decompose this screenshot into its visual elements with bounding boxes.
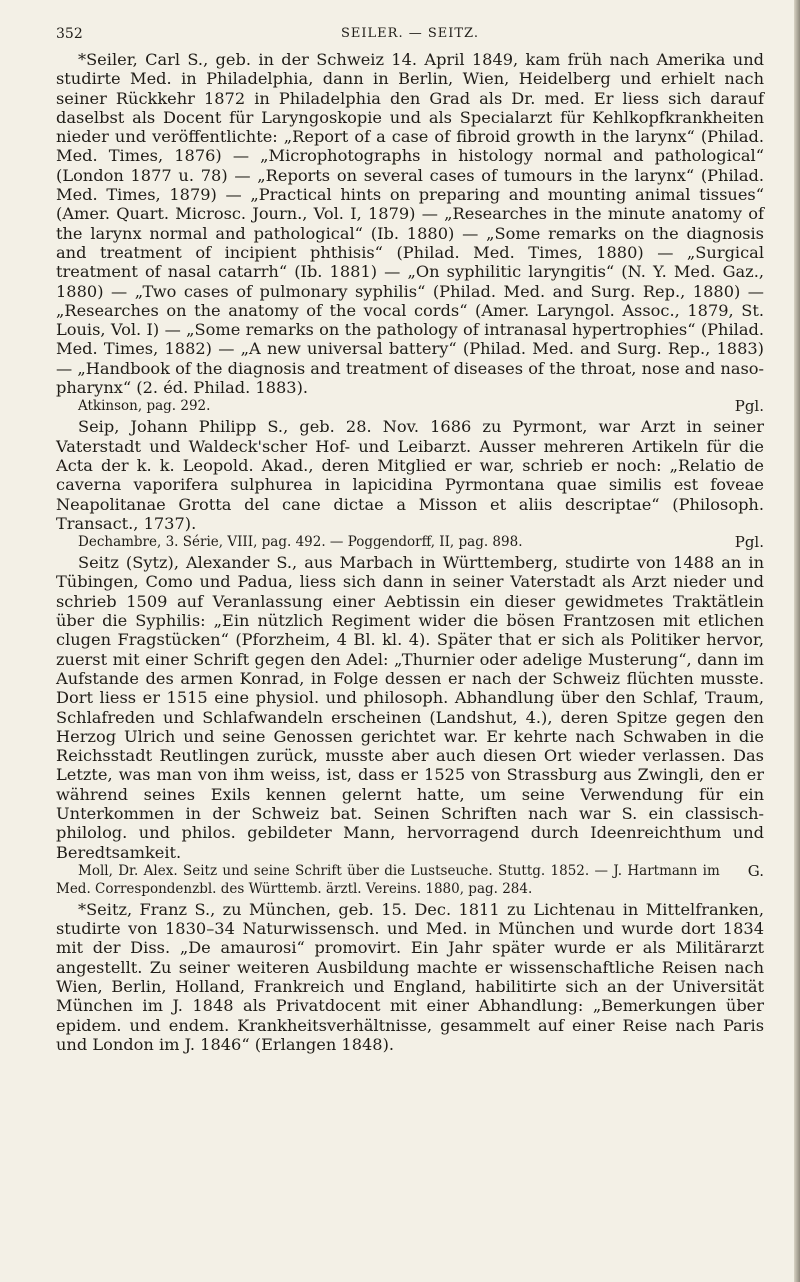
entry-body: Seip, Johann Philipp S., geb. 28. Nov. 1686 zu Pyrmont, war Arzt in seiner Vaterstadt und Waldeck'scher Hof- und Leibarzt. Ausser mehreren Artikeln für die Acta der k. k. Leopold. Akad., deren Mitglied er war, schrieb er noch: „Relatio de caverna vaporifera sulphurea in lapicidina Pyrmontana quae similis est foveae Neapolitanae Grotta del cane dictae a Misson et aliis descriptae“ (Philosoph. Transact., 1737). (56, 417, 764, 533)
article-text (56, 50, 764, 1054)
entry-source (56, 397, 764, 415)
entry-seitz-alexander (56, 553, 764, 898)
page-header (56, 24, 764, 48)
author-initial: G. (747, 861, 764, 880)
entry-source (56, 533, 764, 551)
entry-body: Seitz (Sytz), Alexander S., aus Marbach in Württemberg, studirte von 1488 an in Tübingen, Como und Padua, liess sich dann in seiner Vaterstadt als Arzt nieder und schrieb 1509 auf Veranlassung einer Aebtissin ein dieser gewidmetes Traktätlein über die Syphilis: „Ein nützlich Regiment wider die bösen Frantzosen mit etlichen clugen Fragstücken“ (Pforzheim, 4 Bl. kl. 4). Später that er sich als Politiker hervor, zuerst mit einer Schrift gegen den Adel: „Thurnier oder adelige Musterung“, dann im Aufstande des armen Konrad, in Folge dessen er nach der Schweiz flüchten musste. Dort liess er 1515 eine physiol. und philosoph. Abhandlung über den Schlaf, Traum, Schlafreden und Schlafwandeln erscheinen (Landshut, 4.), deren Spitze gegen den Herzog Ulrich und seine Genossen gerichtet war. Er kehrte nach Schwaben in die Reichsstadt Reutlingen zurück, musste aber auch diesen Ort wieder verlassen. Das Letzte, was man von ihm weiss, ist, dass er 1525 von Strassburg aus Zwingli, den er während seines Exils kennen gelernt hatte, um seine Verwendung für ein Unterkommen in der Schweiz bat. Seinen Schriften nach war S. ein classisch-philolog. und philos. gebildeter Mann, hervorragend durch Ideenreichthum und Beredtsamkeit. (56, 553, 764, 862)
entry-body: *Seiler, Carl S., geb. in der Schweiz 14. April 1849, kam früh nach Amerika und studirte Med. in Philadelphia, dann in Berlin, Wien, Heidelberg und erhielt nach seiner Rückkehr 1872 in Philadelphia den Grad als Dr. med. Er liess sich darauf daselbst als Docent für Laryngoskopie und als Specialarzt für Kehlkopfkrankheiten nieder und veröffentlichte: „Report of a case of fibroid growth in the larynx“ (Philad. Med. Times, 1876) — „Microphotographs in histology normal and pathological“ (London 1877 u. 78) — „Reports on several cases of tumours in the larynx“ (Philad. Med. Times, 1879) — „Practical hints on preparing and mounting animal tissues“ (Amer. Quart. Microsc. Journ., Vol. I, 1879) — „Researches in the minute anatomy of the larynx normal and pathological“ (Ib. 1880) — „Some remarks on the diagnosis and treatment of incipient phthisis“ (Philad. Med. Times, 1880) — „Surgical treatment of nasal catarrh“ (Ib. 1881) — „On syphilitic laryngitis“ (N. Y. Med. Gaz., 1880) — „Two cases of pulmonary syphilis“ (Philad. Med. and Surg. Rep., 1880) — „Researches on the anatomy of the vocal cords“ (Amer. Laryngol. Assoc., 1879, St. Louis, Vol. I) — „Some remarks on the pathology of intranasal hypertrophies“ (Philad. Med. Times, 1882) — „A new universal battery“ (Philad. Med. and Surg. Rep., 1883) — „Handbook of the diagnosis and treatment of diseases of the throat, nose and naso-pharynx“ (2. éd. Philad. 1883). (56, 50, 764, 398)
page-edge-shadow (794, 0, 800, 1282)
page-number: 352 (56, 26, 83, 42)
entry-seitz-franz (56, 900, 764, 1054)
entry-seip-johann (56, 417, 764, 551)
author-initial: Pgl. (734, 397, 764, 416)
source-text: Moll, Dr. Alex. Seitz und seine Schrift über die Lustseuche. Stuttg. 1852. — J. Hartmann im Med. Correspondenzbl. des Württemb. ärztl. Vereins. 1880, pag. 284. (56, 862, 720, 897)
entry-body: *Seitz, Franz S., zu München, geb. 15. Dec. 1811 zu Lichtenau in Mittelfranken, studirte von 1830–34 Naturwissensch. und Med. in München und wurde dort 1834 mit der Diss. „De amaurosi“ promovirt. Ein Jahr später wurde er als Militärarzt angestellt. Zu seiner weiteren Ausbildung machte er wissenschaftliche Reisen nach Wien, Berlin, Holland, Frankreich und England, habilitirte sich an der Universität München im J. 1848 als Privatdocent mit einer Abhandlung: „Bemerkungen über epidem. und endem. Krankheitsverhältnisse, gesammelt auf einer Reise nach Paris und London im J. 1846“ (Erlangen 1848). (56, 899, 764, 1054)
running-title: SEILER. — SEITZ. (341, 26, 479, 41)
source-text: Dechambre, 3. Série, VIII, pag. 492. — Poggendorff, II, pag. 898. (78, 534, 523, 551)
entry-source (56, 862, 764, 898)
source-text: Atkinson, pag. 292. (78, 398, 211, 415)
entry-seiler-carl (56, 50, 764, 415)
author-initial: Pgl. (734, 533, 764, 552)
